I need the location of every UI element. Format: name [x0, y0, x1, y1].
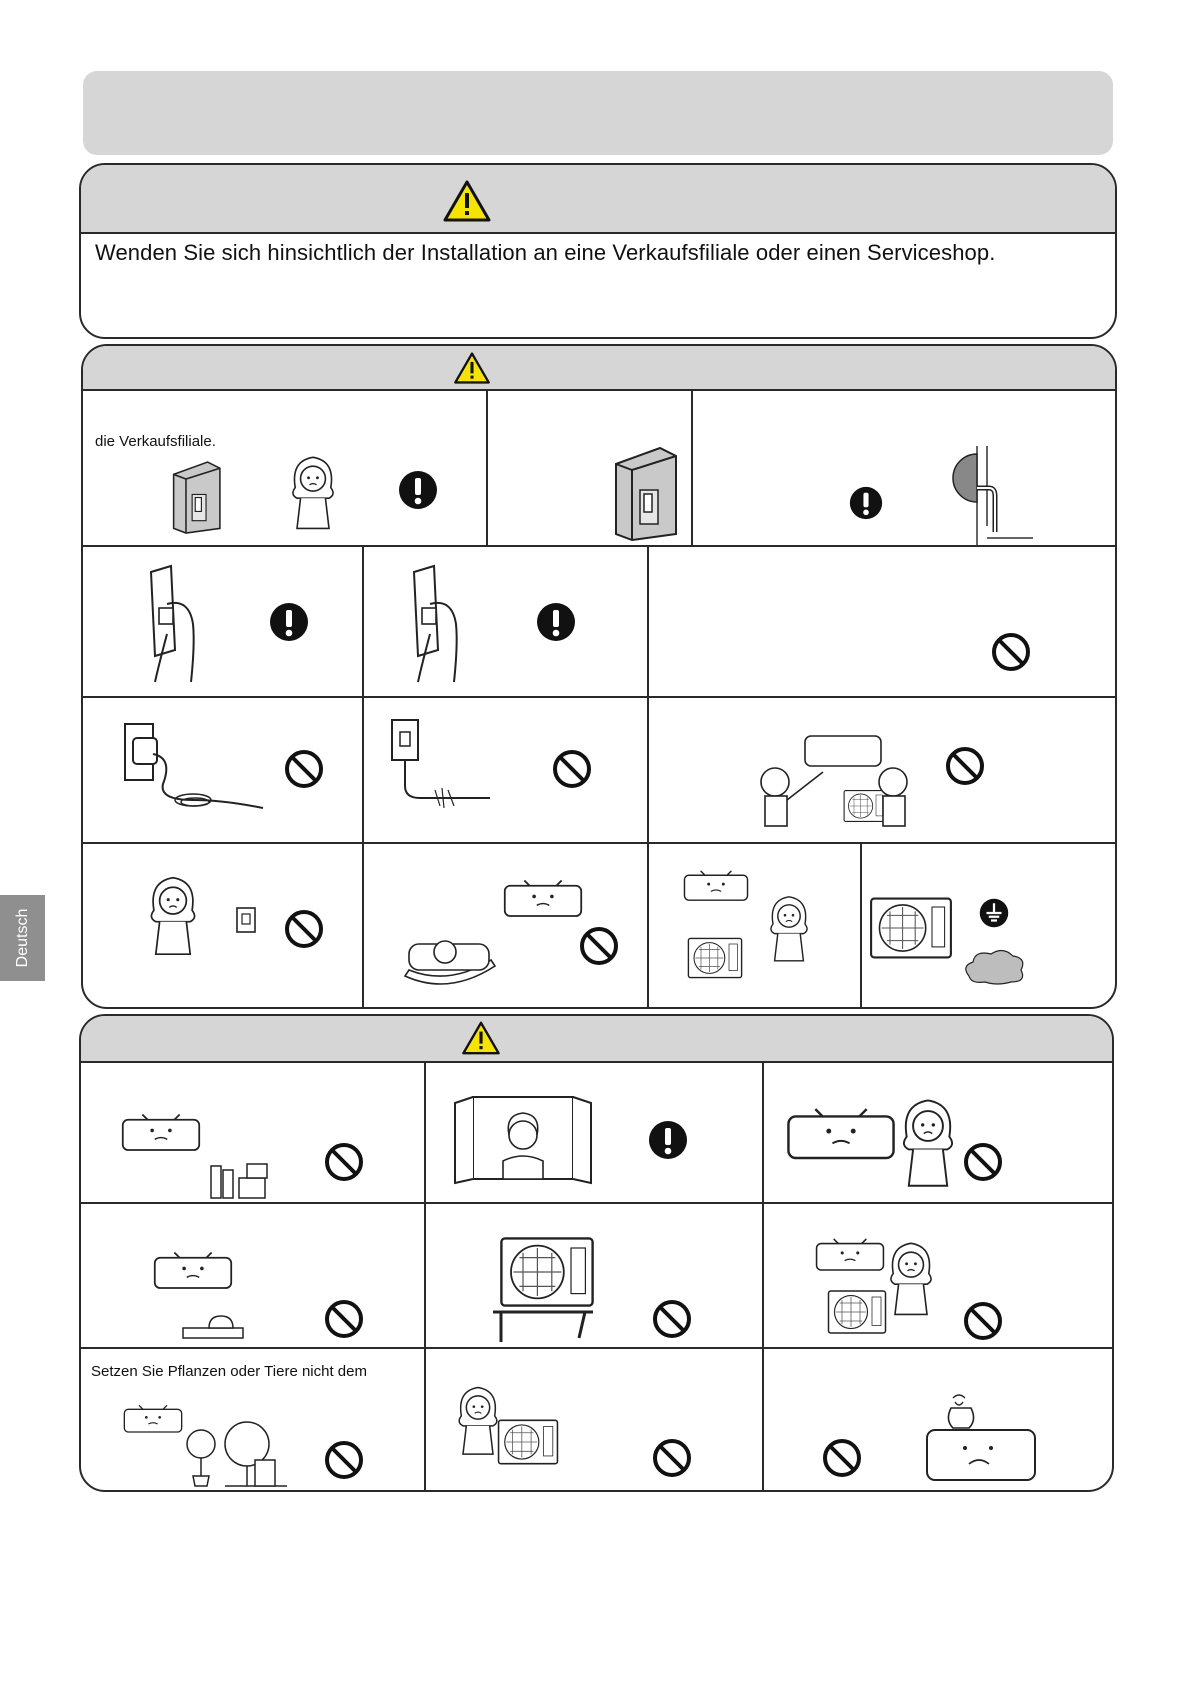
grid-line: [362, 545, 364, 1007]
indoor-unit-illustration: [503, 880, 583, 920]
warning-triangle-icon: [442, 179, 492, 223]
caution-section-box: [79, 1014, 1114, 1492]
exclamation-circle-icon: [536, 602, 576, 642]
language-label: Deutsch: [13, 908, 31, 968]
worker-illustration: [765, 880, 813, 976]
circuit-breaker-illustration: [610, 436, 680, 548]
indoor-unit-illustration: [786, 1108, 896, 1164]
ground-icon: [979, 898, 1009, 928]
warning-section-box: [81, 344, 1117, 1009]
child-climbing-illustration: [453, 1372, 503, 1468]
grid-line: [647, 545, 649, 1007]
baby-crib-illustration: [399, 926, 499, 996]
prohibition-icon: [652, 1438, 692, 1478]
warning-cell-1-text: die Verkaufsfiliale.: [95, 433, 216, 450]
gas-stove-illustration: [181, 1312, 251, 1342]
plants-illustration: [177, 1420, 287, 1490]
prohibition-icon: [324, 1440, 364, 1480]
installation-notice-header: [81, 165, 1115, 234]
prohibition-icon: [324, 1299, 364, 1339]
language-tab: [0, 895, 45, 981]
exclamation-circle-icon: [849, 486, 883, 520]
children-illustration: [753, 736, 923, 836]
damaged-cord-illustration: [390, 718, 500, 808]
prohibition-icon: [284, 749, 324, 789]
warning-triangle-icon: [453, 351, 491, 385]
prohibition-icon: [324, 1142, 364, 1182]
page-title-bar: [83, 71, 1113, 155]
grid-line: [81, 1202, 1112, 1204]
outdoor-unit-illustration: [499, 1232, 595, 1312]
prohibition-icon: [963, 1301, 1003, 1341]
exclamation-circle-icon: [269, 602, 309, 642]
person-illustration: [286, 452, 340, 532]
plug-hand-illustration: [141, 564, 201, 684]
caution-cell-7-text: Setzen Sie Pflanzen oder Tiere nicht dem: [91, 1363, 367, 1380]
grid-line: [83, 696, 1115, 698]
grid-line: [424, 1061, 426, 1490]
outdoor-unit-illustration: [827, 1288, 887, 1336]
indoor-unit-illustration: [121, 1112, 201, 1156]
exclamation-circle-icon: [398, 470, 438, 510]
window-illustration: [453, 1091, 593, 1187]
grid-line: [860, 842, 862, 1007]
installation-notice-text: Wenden Sie sich hinsichtlich der Installation an eine Verkaufsfiliale oder einen Serviceshop.: [95, 240, 996, 265]
girl-illustration: [895, 1094, 961, 1190]
outlet-illustration: [235, 906, 261, 936]
grid-line: [486, 389, 488, 545]
prohibition-icon: [552, 749, 592, 789]
bottles-illustration: [207, 1156, 277, 1200]
grounding-wire-illustration: [943, 446, 1023, 546]
prohibition-icon: [579, 926, 619, 966]
vase-on-unit-illustration: [925, 1392, 1037, 1482]
outdoor-unit-illustration: [869, 894, 953, 962]
grid-line: [81, 1347, 1112, 1349]
outdoor-unit-illustration: [687, 936, 743, 980]
prohibition-icon: [991, 632, 1031, 672]
plug-hand-illustration: [404, 564, 464, 684]
prohibition-icon: [652, 1299, 692, 1339]
grid-line: [691, 389, 693, 545]
girl-plants-illustration: [883, 1238, 939, 1318]
indoor-unit-illustration: [683, 870, 749, 904]
warning-section-header: [83, 346, 1115, 391]
indoor-unit-illustration: [153, 1250, 233, 1294]
indoor-unit-illustration: [815, 1238, 885, 1274]
prohibition-icon: [945, 746, 985, 786]
girl-outlet-illustration: [143, 872, 203, 958]
grid-line: [83, 842, 1115, 844]
prohibition-icon: [963, 1142, 1003, 1182]
power-cord-illustration: [123, 718, 263, 818]
warning-triangle-icon: [461, 1020, 501, 1056]
grid-line: [762, 1061, 764, 1490]
unstable-stand-illustration: [489, 1308, 599, 1344]
circuit-breaker-illustration: [169, 456, 223, 536]
exclamation-circle-icon: [648, 1120, 688, 1160]
caution-section-header: [81, 1016, 1112, 1063]
installation-notice-box: [79, 163, 1117, 339]
indoor-unit-illustration: [123, 1404, 183, 1436]
outdoor-unit-illustration: [497, 1416, 559, 1468]
prohibition-icon: [822, 1438, 862, 1478]
prohibition-icon: [284, 909, 324, 949]
cloud-illustration: [961, 946, 1027, 986]
